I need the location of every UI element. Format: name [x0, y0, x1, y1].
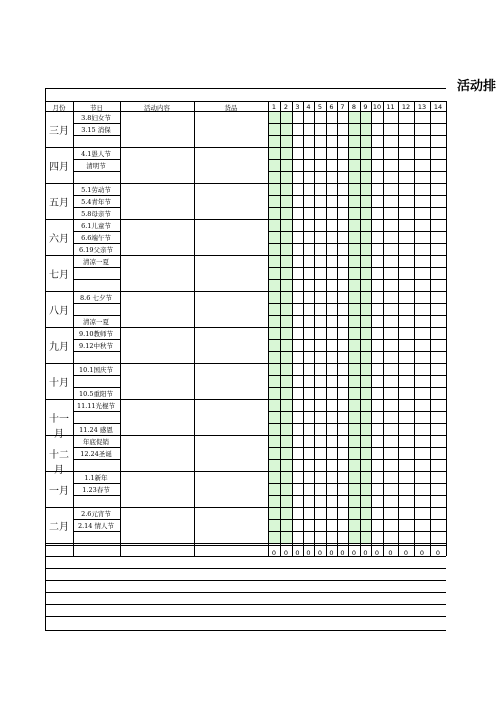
day-grid-line [268, 471, 446, 472]
month-group-line [45, 507, 268, 508]
column-line [194, 101, 195, 556]
month-group-line [45, 543, 268, 544]
festival-row-line [73, 135, 120, 136]
festival-row-line [73, 243, 120, 244]
day-grid-line [268, 339, 446, 340]
month-group-line [45, 435, 268, 436]
day-grid-line [268, 387, 446, 388]
frame-top-border [45, 88, 446, 89]
month-label: 八月 [49, 306, 69, 317]
day-column-line [326, 101, 327, 556]
festival-row-line [73, 339, 120, 340]
day-grid-line [268, 315, 446, 316]
day-grid-line [268, 231, 446, 232]
header-day-9: 9 [363, 103, 368, 111]
festival-label: 5.1劳动节 [81, 186, 111, 194]
header-day-5: 5 [317, 103, 323, 111]
festival-label: 清明节 [86, 162, 106, 170]
month-label: 十一月 [49, 414, 69, 440]
month-group-line [45, 219, 268, 220]
month-group-line [45, 183, 268, 184]
festival-row-line [73, 483, 120, 484]
header-day-4: 4 [306, 103, 311, 111]
festival-row-line [73, 459, 120, 460]
day-column-line [303, 101, 304, 556]
festival-label: 2.6元宵节 [81, 510, 111, 518]
festival-label: 3.8妇女节 [81, 114, 111, 122]
day-total: 0 [388, 549, 393, 557]
day-grid-line [268, 207, 446, 208]
festival-label: 9.10教师节 [79, 330, 113, 338]
day-grid-line [268, 243, 446, 244]
month-group-line [45, 327, 268, 328]
day-grid-line [268, 435, 446, 436]
notes-line [45, 580, 446, 581]
day-total: 0 [306, 549, 311, 557]
festival-label: 12.24圣诞 [80, 450, 112, 458]
header-day-11: 11 [386, 103, 395, 111]
day-grid-line [268, 543, 446, 544]
day-grid-line [268, 279, 446, 280]
festival-label: 6.19父亲节 [79, 246, 113, 254]
day-grid-line [268, 459, 446, 460]
day-total: 0 [271, 549, 277, 557]
column-line [120, 101, 121, 556]
day-total: 0 [403, 549, 409, 557]
day-grid-line [268, 303, 446, 304]
day-column-line [337, 101, 338, 556]
day-total: 0 [374, 549, 380, 557]
festival-row-line [73, 495, 120, 496]
day-column-line [398, 101, 399, 556]
festival-label: 10.5重阳节 [79, 390, 113, 398]
festival-label: 1.1新年 [84, 474, 108, 482]
day-total: 0 [317, 549, 323, 557]
header-content: 活动内容 [144, 104, 170, 112]
day-grid-line [268, 183, 446, 184]
festival-row-line [73, 123, 120, 124]
festival-row-line [73, 279, 120, 280]
day-grid-line [268, 483, 446, 484]
day-column-line [268, 101, 269, 556]
day-grid-line [268, 507, 446, 508]
day-grid-line [268, 327, 446, 328]
month-group-line [45, 471, 268, 472]
month-label: 十月 [49, 378, 69, 389]
header-day-8: 8 [351, 103, 357, 111]
month-label: 四月 [49, 162, 69, 173]
festival-label: 10.1国庆节 [79, 366, 113, 374]
header-day-3: 3 [295, 103, 300, 111]
header-top-line [45, 101, 446, 102]
festival-row-line [73, 231, 120, 232]
totals-top-line [45, 545, 446, 546]
notes-line [45, 592, 446, 593]
day-column-line [360, 101, 361, 556]
festival-row-line [73, 267, 120, 268]
festival-row-line [73, 159, 120, 160]
festival-label: 3.15 消保 [81, 126, 111, 134]
header-day-10: 10 [372, 103, 382, 111]
day-grid-line [268, 351, 446, 352]
day-grid-line [268, 147, 446, 148]
festival-label: 11.11光棍节 [76, 402, 116, 410]
month-group-line [45, 291, 268, 292]
header-day-12: 12 [401, 103, 411, 111]
header-day-13: 13 [417, 103, 427, 111]
day-grid-line [268, 135, 446, 136]
month-label: 二月 [49, 522, 69, 533]
festival-row-line [73, 315, 120, 316]
sheet-title: 活动排 [456, 79, 496, 94]
festival-label: 清凉一夏 [83, 318, 109, 326]
day-column-line [280, 101, 281, 556]
day-grid-line [268, 531, 446, 532]
header-festival: 节日 [90, 104, 103, 112]
day-total: 0 [295, 549, 300, 557]
month-group-line [45, 147, 268, 148]
day-grid-line [268, 495, 446, 496]
festival-label: 5.8母亲节 [81, 210, 111, 218]
day-total: 0 [283, 549, 289, 557]
day-total: 0 [340, 549, 345, 557]
day-grid-line [268, 399, 446, 400]
festival-row-line [73, 303, 120, 304]
day-grid-line [268, 219, 446, 220]
day-grid-line [268, 267, 446, 268]
day-grid-line [268, 375, 446, 376]
day-grid-line [268, 195, 446, 196]
festival-label: 6.1儿童节 [81, 222, 111, 230]
festival-row-line [73, 531, 120, 532]
festival-row-line [73, 447, 120, 448]
month-label: 六月 [49, 234, 69, 245]
day-total: 0 [435, 549, 441, 557]
month-group-line [45, 255, 268, 256]
header-day-14: 14 [433, 103, 443, 111]
day-grid-line [268, 423, 446, 424]
festival-label: 8.6 七夕节 [80, 294, 112, 302]
day-grid-line [268, 159, 446, 160]
header-day-6: 6 [329, 103, 334, 111]
festival-label: 6.6端午节 [81, 234, 111, 242]
day-column-line [383, 101, 384, 556]
month-label: 十二月 [49, 450, 69, 476]
month-label: 九月 [49, 342, 69, 353]
notes-line [45, 616, 446, 617]
day-grid-line [268, 447, 446, 448]
festival-row-line [73, 375, 120, 376]
festival-row-line [73, 195, 120, 196]
festival-row-line [73, 351, 120, 352]
festival-label: 11.24 感恩 [79, 426, 113, 434]
day-grid-line [268, 411, 446, 412]
month-label: 三月 [49, 126, 69, 137]
month-label: 七月 [49, 270, 69, 281]
header-day-7: 7 [340, 103, 345, 111]
day-column-line [414, 101, 415, 556]
day-grid-line [268, 123, 446, 124]
header-month: 月份 [52, 104, 66, 112]
festival-row-line [73, 519, 120, 520]
month-group-line [45, 363, 268, 364]
festival-row-line [73, 411, 120, 412]
header-day-2: 2 [283, 103, 289, 111]
header-day-1: 1 [271, 103, 277, 111]
month-group-line [45, 399, 268, 400]
festival-label: 2.14 情人节 [77, 522, 115, 530]
notes-line [45, 604, 446, 605]
notes-line [45, 568, 446, 569]
day-column-line [371, 101, 372, 556]
festival-row-line [73, 423, 120, 424]
festival-row-line [73, 171, 120, 172]
day-grid-line [268, 519, 446, 520]
festival-label: 年底促销 [83, 438, 109, 446]
day-column-line [348, 101, 349, 556]
day-total: 0 [329, 549, 334, 557]
festival-row-line [73, 207, 120, 208]
day-grid-line [268, 363, 446, 364]
month-label: 一月 [49, 486, 69, 497]
header-goods: 货品 [224, 104, 238, 112]
festival-label: 9.12中秋节 [79, 342, 113, 350]
frame-bottom-border [45, 630, 446, 631]
festival-label: 4.1愚人节 [81, 150, 111, 158]
day-column-line [292, 101, 293, 556]
day-grid-line [268, 171, 446, 172]
day-total: 0 [419, 549, 425, 557]
day-column-line [446, 101, 447, 556]
festival-label: 5.4青年节 [81, 198, 111, 206]
day-total: 0 [351, 549, 357, 557]
day-grid-line [268, 255, 446, 256]
festival-row-line [73, 387, 120, 388]
day-column-line [314, 101, 315, 556]
festival-label: 清凉一夏 [83, 258, 109, 266]
day-total: 0 [363, 549, 368, 557]
day-grid-line [268, 291, 446, 292]
day-column-line [430, 101, 431, 556]
month-label: 五月 [49, 198, 69, 209]
festival-label: 1.23春节 [82, 486, 110, 494]
